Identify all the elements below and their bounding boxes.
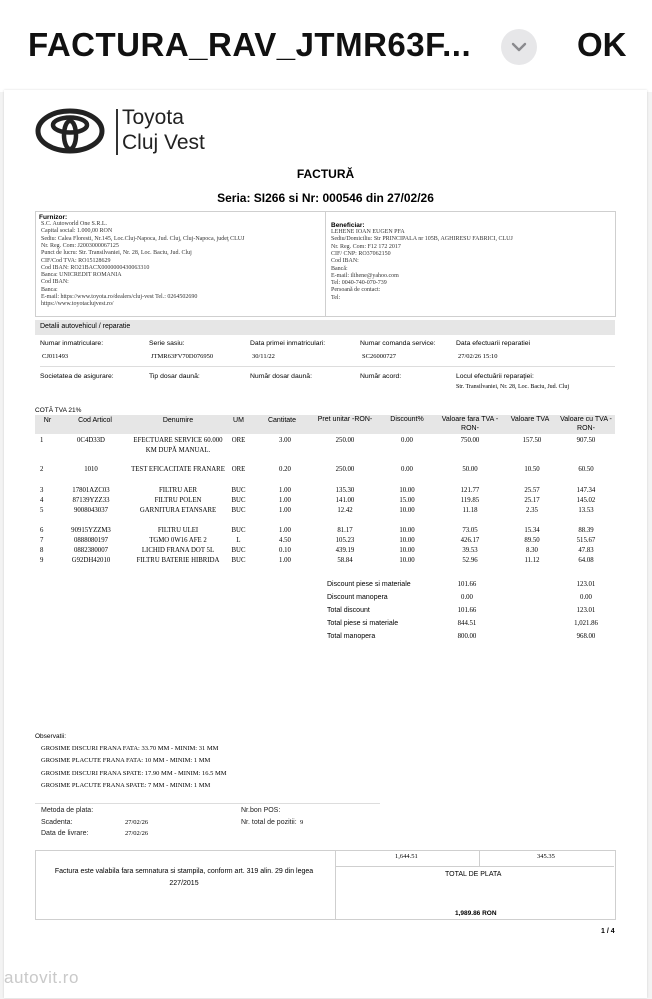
items-cell-name: LICHID FRANA DOT 5L: [141, 547, 215, 554]
beneficiary-line: Tel:: [331, 294, 341, 301]
items-cell-disc: 10.00: [399, 537, 415, 544]
items-cell-net: 50.00: [462, 466, 478, 473]
items-cell-name: TGMO 0W16 AFE 2: [149, 537, 207, 544]
items-cell-price: 250.00: [335, 437, 355, 444]
delivery-date-value: 27/02/26: [125, 830, 149, 837]
items-cell-name: TEST EFICACITATE FRANARE: [131, 466, 225, 473]
logo-divider: [116, 109, 118, 155]
items-cell-disc: 0.00: [401, 437, 413, 444]
items-cell-qty: 1.00: [279, 497, 291, 504]
beneficiary-line: CIF/ CNP: RO37062150: [331, 250, 391, 257]
totals-divider-v: [335, 850, 336, 919]
items-cell-disc: 10.00: [399, 547, 415, 554]
items-cell-price: 141.00: [335, 497, 355, 504]
net-total: 1,644.51: [395, 853, 418, 860]
summary-label: Total manopera: [327, 633, 376, 640]
beneficiary-line: Persoană de contact:: [331, 287, 381, 294]
invoice-page: [4, 90, 647, 998]
beneficiary-line: Sediu/Domiciliu: Str PRINCIPALA nr 105B, AGHIRESU FABRICI, CLUJ: [331, 236, 513, 243]
items-cell-net: 121.77: [460, 487, 480, 494]
summary-gross: 968.00: [576, 633, 596, 640]
vehicle-label: Numar comanda service:: [360, 340, 436, 347]
items-cell-nr: 8: [40, 547, 44, 554]
beneficiary-line: Bancă:: [331, 265, 348, 272]
observation-line: GROSIME PLACUTE FRANA SPATE: 7 MM - MINIM: 1 MM: [41, 782, 211, 790]
title-bar: [0, 0, 652, 92]
vehicle-label: Societatea de asigurare:: [40, 373, 114, 380]
items-cell-net: 11.18: [462, 507, 478, 514]
items-cell-vat: 10.50: [524, 466, 540, 473]
items-cell-gross: 64.08: [578, 557, 594, 564]
positions-label: Nr. total de pozitii:: [241, 819, 297, 826]
items-cell-qty: 1.00: [279, 527, 291, 534]
items-cell-nr: 3: [40, 487, 44, 494]
items-cell-disc: 10.00: [399, 557, 415, 564]
totals-divider-v2: [479, 850, 480, 867]
items-cell-disc: 15.00: [399, 497, 415, 504]
vat-rate: COTĂ TVA 21%: [35, 407, 82, 414]
items-cell-gross: 147.34: [576, 487, 596, 494]
due-date-value: 27/02/26: [125, 819, 149, 826]
items-cell-qty: 1.00: [279, 557, 291, 564]
items-cell-um: ORE: [231, 466, 246, 473]
items-cell-code: 90915YZZM3: [71, 527, 111, 534]
items-cell-code: 9008043037: [74, 507, 108, 514]
items-cell-um: BUC: [231, 527, 246, 534]
summary-net: 101.66: [457, 607, 477, 614]
items-cell-gross: 515.67: [576, 537, 596, 544]
validity-note: Factura este valabila fara semnatura si stampila, conform art. 319 alin. 29 din legea 227/2015: [54, 868, 314, 887]
items-cell-nr: 7: [40, 537, 44, 544]
watermark: autovit.ro: [4, 968, 79, 987]
beneficiary-line: Tel: 0040-740-070-739: [331, 280, 387, 287]
items-cell-code: G92DH42010: [71, 557, 111, 564]
vehicle-value: JTMR63FV70D076950: [151, 353, 214, 360]
items-cell-disc: 10.00: [399, 527, 415, 534]
vehicle-label: Numar inmatriculare:: [40, 340, 104, 347]
items-cell-qty: 0.20: [279, 466, 291, 473]
items-cell-nr: 6: [40, 527, 44, 534]
items-header-cell: Cantitate: [267, 417, 297, 424]
items-cell-vat: 157.50: [522, 437, 542, 444]
items-cell-net: 52.96: [462, 557, 478, 564]
summary-gross: 1,021.86: [574, 620, 598, 627]
items-cell-code: 17801AZC03: [72, 487, 110, 494]
summary-net: 101.66: [457, 581, 477, 588]
supplier-line: CIF/Cod TVA: RO15128629: [41, 257, 111, 264]
supplier-line: https://www.toyotaclujvest.ro/: [41, 301, 114, 308]
summary-label: Discount piese si materiale: [327, 581, 411, 588]
expand-button[interactable]: [501, 29, 537, 65]
items-cell-qty: 1.00: [279, 507, 291, 514]
observation-line: GROSIME DISCURI FRANA FATA: 33.70 MM - MINIM: 31 MM: [41, 745, 219, 752]
items-cell-gross: 88.39: [578, 527, 594, 534]
items-header-cell: UM: [233, 417, 244, 424]
items-cell-name: FILTRU AER: [158, 487, 198, 494]
items-cell-code: 87139YZZ33: [72, 497, 110, 504]
items-header-cell: Valoare TVA: [510, 416, 550, 423]
supplier-line: Capital social: 1.000,00 RON: [41, 228, 113, 235]
summary-gross: 123.01: [576, 581, 596, 588]
items-header-cell: Pret unitar -RON-: [317, 416, 373, 423]
supplier-line: E-mail: https://www.toyota.ro/dealers/cluj-vest Tel.: 0264502690: [41, 294, 198, 300]
items-cell-net: 73.05: [462, 527, 478, 534]
vehicle-value: 27/02/26 15:10: [458, 353, 498, 360]
items-cell-um: L: [236, 537, 241, 544]
beneficiary-label: Beneficiar:: [331, 222, 365, 229]
summary-net: 0.00: [461, 594, 473, 601]
items-cell-price: 135.30: [335, 487, 355, 494]
items-header-cell: Nr: [43, 417, 52, 424]
items-header-cell: Discount%: [390, 416, 424, 423]
items-cell-nr: 5: [40, 507, 44, 514]
supplier-line: Cod IBAN: RO21BACX0000000430063310: [41, 264, 150, 271]
summary-gross: 0.00: [580, 594, 592, 601]
items-cell-nr: 9: [40, 557, 44, 564]
summary-net: 844.51: [457, 620, 477, 627]
supplier-line: Punct de lucru: Str. Transilvaniei, Nr. 28, Loc. Baciu, Jud. Cluj: [41, 250, 192, 257]
vehicle-label: Tip dosar daună:: [149, 373, 200, 380]
summary-gross: 123.01: [576, 607, 596, 614]
items-cell-disc: 10.00: [399, 507, 415, 514]
summary-net: 800.00: [457, 633, 477, 640]
vehicle-row-divider: [40, 366, 615, 367]
items-cell-um: BUC: [231, 557, 246, 564]
items-cell-name: FILTRU POLEN: [154, 497, 202, 504]
items-cell-vat: 8.30: [526, 547, 538, 554]
items-cell-qty: 3.00: [279, 437, 291, 444]
brand-name: Toyota: [122, 106, 184, 129]
vat-total: 345.35: [537, 853, 555, 860]
items-cell-qty: 4.50: [279, 537, 291, 544]
items-cell-disc: 10.00: [399, 487, 415, 494]
items-cell-code: 0888080197: [74, 537, 108, 544]
invoice-heading: FACTURĂ: [296, 167, 355, 181]
items-cell-vat: 15.34: [524, 527, 540, 534]
observations-label: Observatii:: [35, 733, 67, 740]
observation-line: GROSIME DISCURI FRANA SPATE: 17.90 MM - MINIM: 16.5 MM: [41, 769, 227, 777]
items-cell-code: 0882380007: [74, 547, 108, 554]
items-cell-um: BUC: [231, 547, 246, 554]
vehicle-label: Data efectuarii reparatiei: [456, 340, 531, 347]
items-cell-gross: 13.53: [578, 507, 594, 514]
supplier-line: Sediu: Calea Floresti, Nr.145, Loc.Cluj-Napoca, Jud. Cluj, Cluj-Napoca, judeţ CLUJ: [41, 235, 245, 242]
supplier-line: Banca:: [41, 286, 58, 293]
items-cell-vat: 25.17: [524, 497, 540, 504]
vehicle-value: 30/11/22: [252, 353, 275, 360]
items-cell-vat: 89.50: [524, 537, 540, 544]
payment-top-line: [35, 803, 380, 804]
supplier-line: Nr. Reg. Com: J2003000067125: [41, 242, 119, 249]
invoice-series: Seria: SI266 si Nr: 000546 din 27/02/26: [217, 191, 434, 205]
items-cell-price: 81.17: [337, 527, 353, 534]
items-cell-vat: 11.12: [524, 557, 540, 564]
vehicle-label: Număr acord:: [360, 373, 402, 380]
supplier-line: S.C. Autoworld One S.R.L.: [41, 221, 108, 227]
items-cell-name: FILTRU BATERIE HIBRIDA: [136, 557, 220, 564]
summary-label: Total piese si materiale: [327, 620, 399, 627]
items-cell-vat: 25.57: [524, 487, 540, 494]
items-cell-name: FILTRU ULEI: [157, 527, 199, 534]
items-cell-nr: 1: [40, 437, 44, 444]
ok-button[interactable]: OK: [577, 26, 627, 63]
beneficiary-line: LEHENE IOAN EUGEN PFA: [331, 229, 405, 235]
items-cell-price: 250.00: [335, 466, 355, 473]
supplier-line: Cod IBAN:: [41, 279, 69, 286]
due-date-label: Scadenta:: [41, 819, 73, 826]
items-cell-nr: 4: [40, 497, 44, 504]
items-cell-qty: 0.10: [279, 547, 291, 554]
items-cell-um: BUC: [231, 497, 246, 504]
observation-line: GROSIME PLACUTE FRANA FATA: 10 MM - MINIM: 1 MM: [41, 757, 211, 765]
items-cell-um: BUC: [231, 507, 246, 514]
items-cell-um: ORE: [231, 437, 246, 444]
items-cell-net: 119.85: [460, 497, 480, 504]
toyota-logo-icon: [35, 108, 105, 154]
document-title: FACTURA_RAV_JTMR63F...: [28, 26, 472, 63]
supplier-label: Furnizor:: [39, 214, 68, 221]
vehicle-label: Serie sasiu:: [149, 340, 185, 347]
vehicle-value: CJ011493: [42, 353, 69, 360]
totals-divider-h: [335, 866, 614, 867]
items-cell-qty: 1.00: [279, 487, 291, 494]
vehicle-label: Locul efectuării reparaţiei:: [456, 373, 534, 380]
items-cell-gross: 907.50: [576, 437, 596, 444]
items-header-cell: Cod Articol: [78, 417, 112, 424]
items-cell-gross: 145.02: [576, 497, 596, 504]
grand-total: 1,989.86 RON: [455, 910, 497, 917]
items-cell-name: EFECTUARE SERVICE 60.000 KM DUPĂ MANUAL.: [133, 437, 223, 454]
items-cell-price: 439.19: [335, 547, 355, 554]
summary-label: Discount manopera: [327, 594, 388, 601]
items-header-cell: Valoare cu TVA -RON-: [560, 416, 612, 432]
items-cell-code: 0C4D33D: [77, 437, 105, 444]
beneficiary-line: Nr. Reg. Com: F12 172 2017: [331, 243, 401, 250]
chevron-down-icon: [510, 39, 528, 55]
vehicle-section-title: Detalii autovehicul / reparatie: [40, 323, 131, 330]
items-header-cell: Valoare fara TVA -RON-: [441, 416, 499, 432]
items-cell-disc: 0.00: [401, 466, 413, 473]
items-cell-net: 750.00: [460, 437, 480, 444]
delivery-date-label: Data de livrare:: [41, 830, 89, 837]
items-cell-gross: 60.50: [578, 466, 594, 473]
items-cell-um: BUC: [231, 487, 246, 494]
items-cell-net: 39.53: [462, 547, 478, 554]
brand-location: Cluj Vest: [122, 131, 205, 154]
payment-method-label: Metoda de plata:: [41, 807, 94, 814]
positions-value: 9: [300, 819, 304, 826]
items-cell-price: 105.23: [335, 537, 355, 544]
supplier-line: Banca: UNICREDIT ROMANIA: [41, 272, 122, 279]
page-number: 1 / 4: [601, 928, 615, 935]
items-cell-price: 12.42: [337, 507, 353, 514]
items-cell-gross: 47.83: [578, 547, 594, 554]
repair-location: Str. Transilvaniei, Nr. 28, Loc. Baciu, Jud. Cluj: [456, 384, 570, 390]
vehicle-label: Data primei inmatriculari:: [250, 340, 326, 347]
items-cell-net: 426.17: [460, 537, 480, 544]
items-cell-name: GARNITURA ETANSARE: [139, 507, 217, 514]
vehicle-label: Număr dosar daună:: [250, 373, 312, 380]
items-cell-code: 1010: [84, 466, 98, 473]
beneficiary-line: E-mail: ilihene@yahoo.com: [331, 272, 399, 279]
total-label: TOTAL DE PLATA: [445, 871, 502, 878]
items-cell-price: 58.84: [337, 557, 353, 564]
items-header-cell: Denumire: [162, 417, 194, 424]
pos-label: Nr.bon POS:: [241, 807, 281, 814]
vehicle-value: SC26000727: [362, 353, 396, 360]
parties-divider: [325, 211, 326, 316]
beneficiary-line: Cod IBAN:: [331, 258, 359, 265]
items-cell-vat: 2.35: [526, 507, 538, 514]
summary-label: Total discount: [327, 607, 370, 614]
items-cell-nr: 2: [40, 466, 44, 473]
